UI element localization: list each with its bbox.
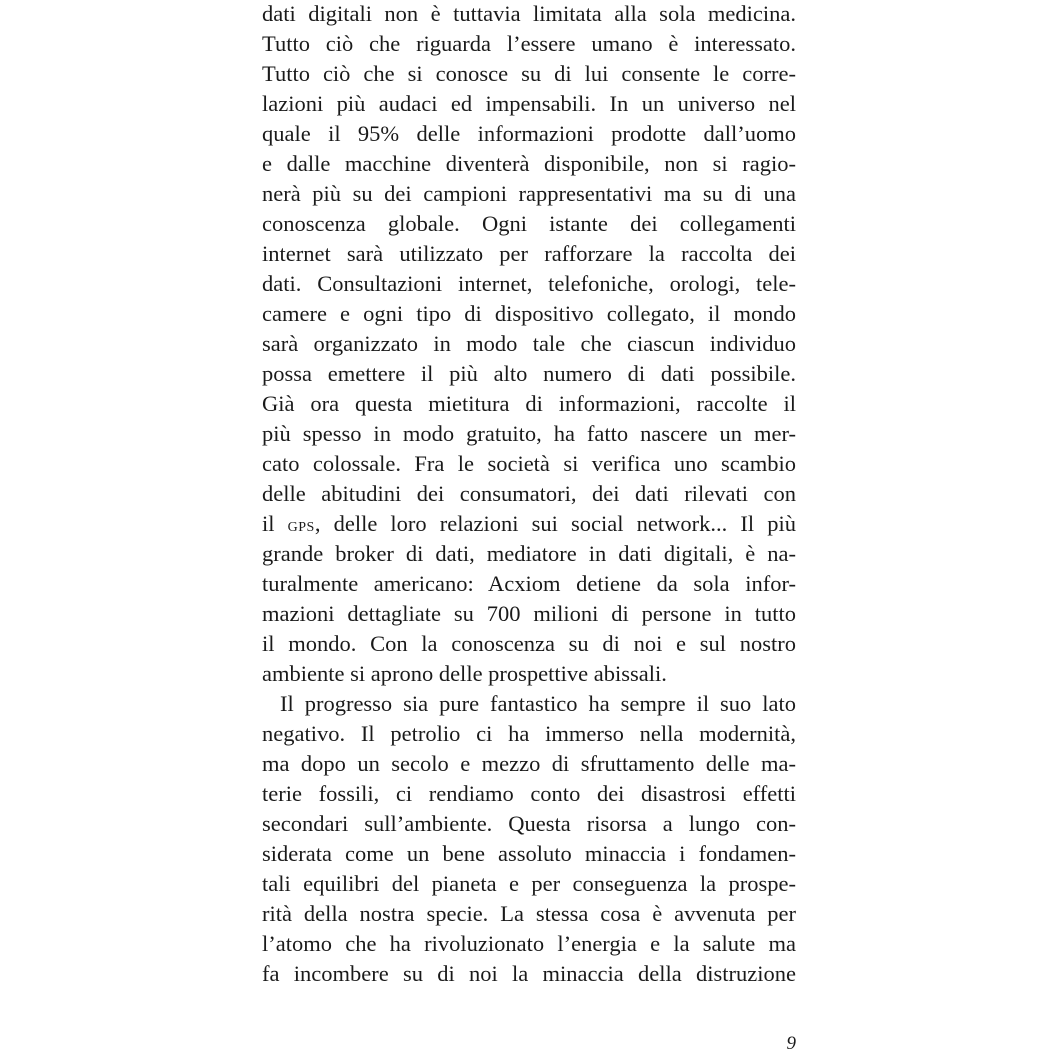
text-line: dati. Consultazioni internet, telefoniche, orologi, tele- [262, 271, 796, 296]
text-line: l’atomo che ha rivoluzionato l’energia e la salute ma [262, 931, 796, 956]
text-line: più spesso in modo gratuito, ha fatto nascere un mer- [262, 421, 796, 446]
text-line: delle abitudini dei consumatori, dei dati rilevati con [262, 481, 796, 506]
text-run: il [262, 511, 288, 536]
text-line: fa incombere su di noi la minaccia della distruzione [262, 961, 796, 986]
text-line: Il progresso sia pure fantastico ha sempre il suo lato [280, 691, 796, 716]
page-body [262, 0, 796, 1056]
text-line: lazioni più audaci ed impensabili. In un universo nel [262, 91, 796, 116]
text-line: dati digitali non è tuttavia limitata alla sola medicina. [262, 1, 796, 26]
text-line: ma dopo un secolo e mezzo di sfruttamento delle ma- [262, 751, 796, 776]
text-line: possa emettere il più alto numero di dati possibile. [262, 361, 796, 386]
text-line: ambiente si aprono delle prospettive abissali. [262, 661, 667, 686]
text-line: Già ora questa mietitura di informazioni, raccolte il [262, 391, 796, 416]
text-line: nerà più su dei campioni rappresentativi ma su di una [262, 181, 796, 206]
text-line: conoscenza globale. Ogni istante dei collegamenti [262, 211, 796, 236]
text-line: Tutto ciò che riguarda l’essere umano è interessato. [262, 31, 796, 56]
text-line: Tutto ciò che si conosce su di lui consente le corre- [262, 61, 796, 86]
text-run: , delle loro relazioni sui social network... Il più [314, 511, 796, 536]
text-line: cato colossale. Fra le società si verifica uno scambio [262, 451, 796, 476]
text-line [262, 509, 796, 539]
text-line: turalmente americano: Acxiom detiene da sola infor- [262, 571, 796, 596]
text-line: quale il 95% delle informazioni prodotte dall’uomo [262, 121, 796, 146]
text-line: e dalle macchine diventerà disponibile, non si ragio- [262, 151, 796, 176]
text-line: secondari sull’ambiente. Questa risorsa a lungo con- [262, 811, 796, 836]
text-line: grande broker di dati, mediatore in dati digitali, è na- [262, 541, 796, 566]
text-line: terie fossili, ci rendiamo conto dei disastrosi effetti [262, 781, 796, 806]
text-line: il mondo. Con la conoscenza su di noi e sul nostro [262, 631, 796, 656]
text-line: tali equilibri del pianeta e per conseguenza la prospe- [262, 871, 796, 896]
text-line: camere e ogni tipo di dispositivo collegato, il mondo [262, 301, 796, 326]
gps-abbreviation: GPS [287, 520, 315, 535]
text-line: mazioni dettagliate su 700 milioni di persone in tutto [262, 601, 796, 626]
text-line: internet sarà utilizzato per rafforzare la raccolta dei [262, 241, 796, 266]
text-line: sarà organizzato in modo tale che ciascun individuo [262, 331, 796, 356]
text-line: rità della nostra specie. La stessa cosa è avvenuta per [262, 901, 796, 926]
text-line: negativo. Il petrolio ci ha immerso nella modernità, [262, 721, 796, 746]
page-number: 9 [786, 1033, 796, 1054]
text-line: siderata come un bene assoluto minaccia i fondamen- [262, 841, 796, 866]
